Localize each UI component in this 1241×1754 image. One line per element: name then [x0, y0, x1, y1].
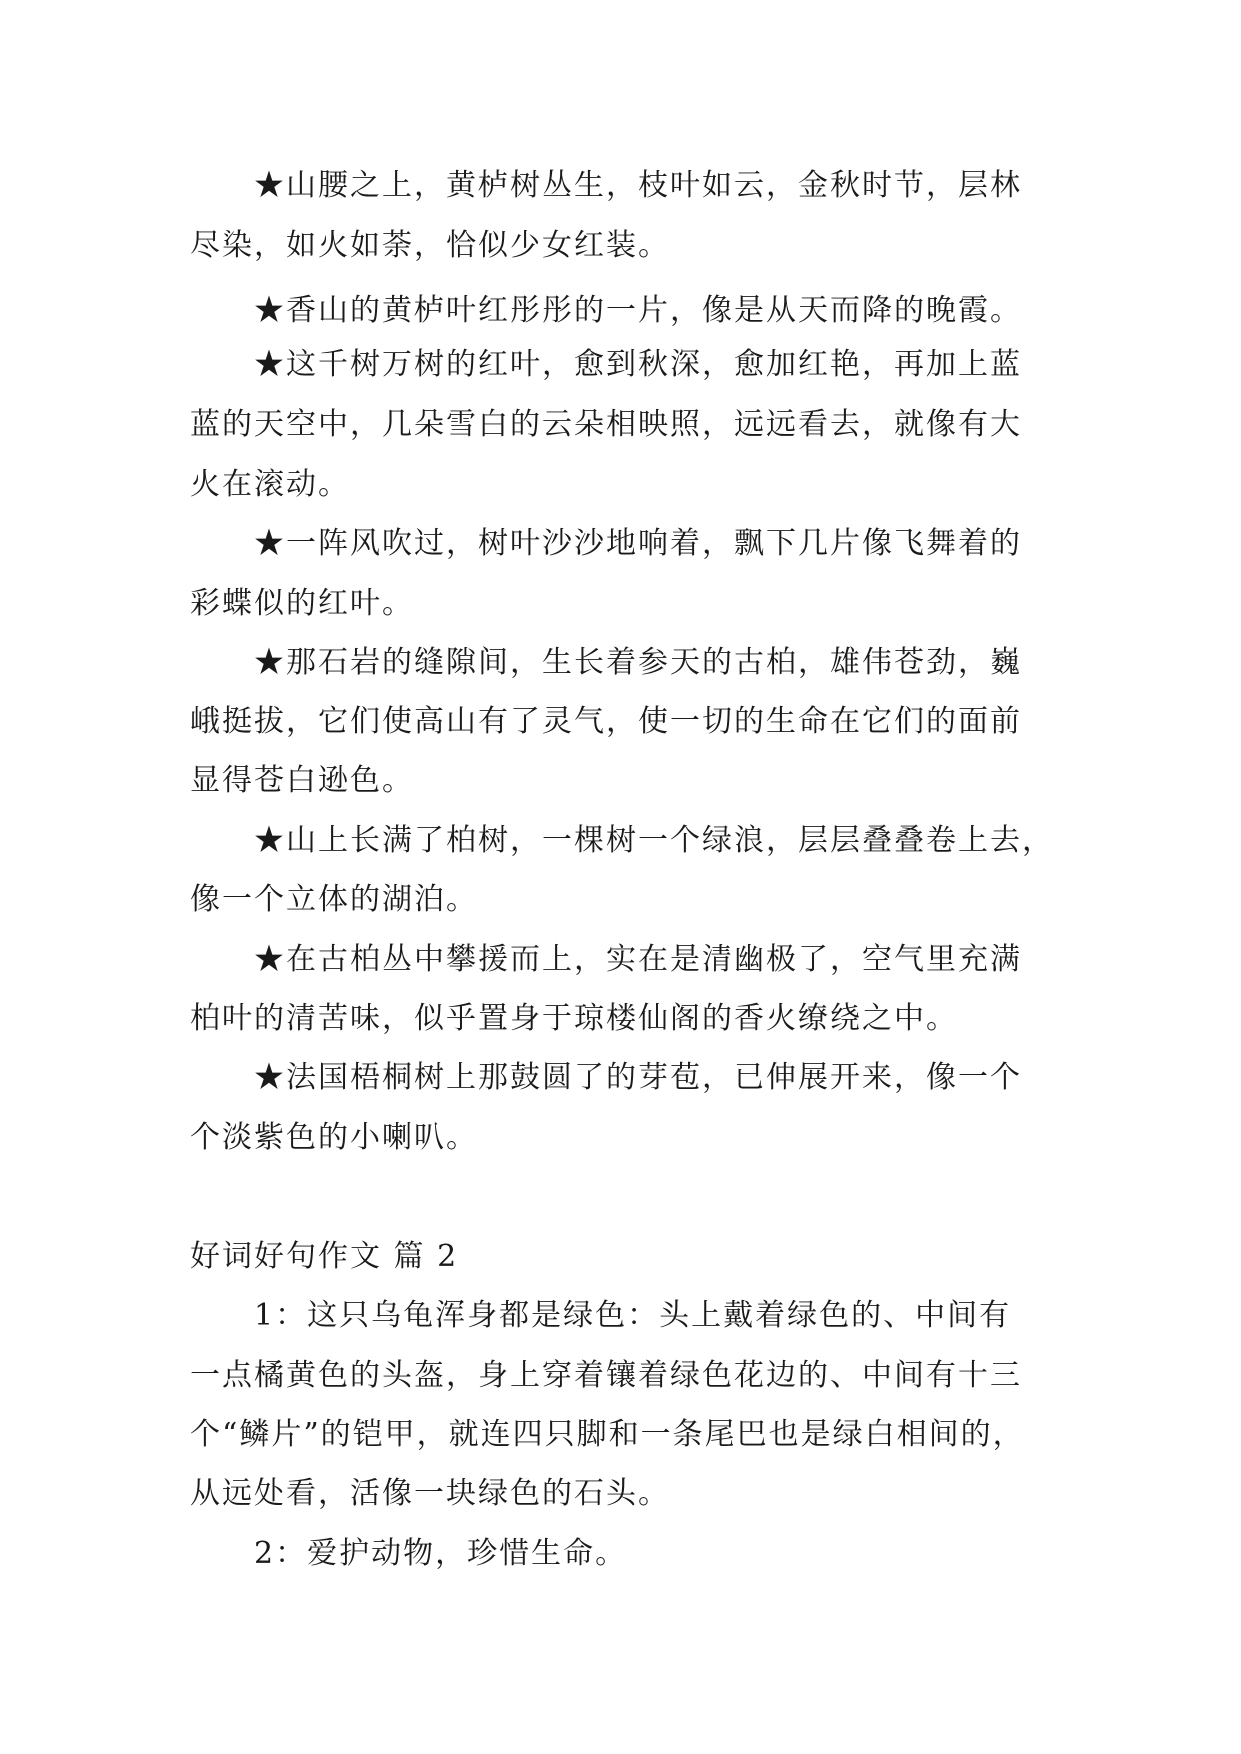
paragraph-line: ★这千树万树的红叶，愈到秋深，愈加红艳，再加上蓝 — [254, 347, 1022, 382]
paragraph-line: 火在滚动。 — [190, 467, 350, 502]
paragraph-line: ★山腰之上，黄栌树丛生，枝叶如云，金秋时节，层林 — [254, 168, 1022, 203]
paragraph-line: 峨挺拔，它们使高山有了灵气，使一切的生命在它们的面前 — [190, 704, 1022, 739]
paragraph-line: ★一阵风吹过，树叶沙沙地响着，飘下几片像飞舞着的 — [254, 526, 1022, 561]
paragraph-line: ★山上长满了柏树，一棵树一个绿浪，层层叠叠卷上去， — [254, 823, 1054, 858]
section-heading: 好词好句作文 篇 2 — [190, 1239, 459, 1274]
paragraph-line: ★那石岩的缝隙间，生长着参天的古柏，雄伟苍劲，巍 — [254, 645, 1022, 680]
paragraph-line: 显得苍白逊色。 — [190, 763, 414, 798]
paragraph-line: 彩蝶似的红叶。 — [190, 586, 414, 621]
paragraph-line: 尽染，如火如荼，恰似少女红装。 — [190, 228, 670, 263]
paragraph-line: 蓝的天空中，几朵雪白的云朵相映照，远远看去，就像有大 — [190, 407, 1022, 442]
paragraph-line: 个“鳞片”的铠甲，就连四只脚和一条尾巴也是绿白相间的， — [190, 1417, 1025, 1452]
paragraph-line: ★香山的黄栌叶红彤彤的一片，像是从天而降的晚霞。 — [254, 293, 1022, 328]
paragraph-line: 从远处看，活像一块绿色的石头。 — [190, 1476, 670, 1511]
paragraph-line: 柏叶的清苦味，似乎置身于琼楼仙阁的香火缭绕之中。 — [190, 1001, 958, 1036]
paragraph-line: ★在古柏丛中攀援而上，实在是清幽极了，空气里充满 — [254, 942, 1022, 977]
paragraph-line: 一点橘黄色的头盔，身上穿着镶着绿色花边的、中间有十三 — [190, 1358, 1022, 1393]
paragraph-line: 像一个立体的湖泊。 — [190, 882, 478, 917]
paragraph-line: 2：爱护动物，珍惜生命。 — [254, 1536, 628, 1571]
paragraph-line: 个淡紫色的小喇叭。 — [190, 1120, 478, 1155]
paragraph-line: ★法国梧桐树上那鼓圆了的芽苞，已伸展开来，像一个 — [254, 1060, 1022, 1095]
paragraph-line: 1：这只乌龟浑身都是绿色：头上戴着绿色的、中间有 — [254, 1298, 1012, 1333]
